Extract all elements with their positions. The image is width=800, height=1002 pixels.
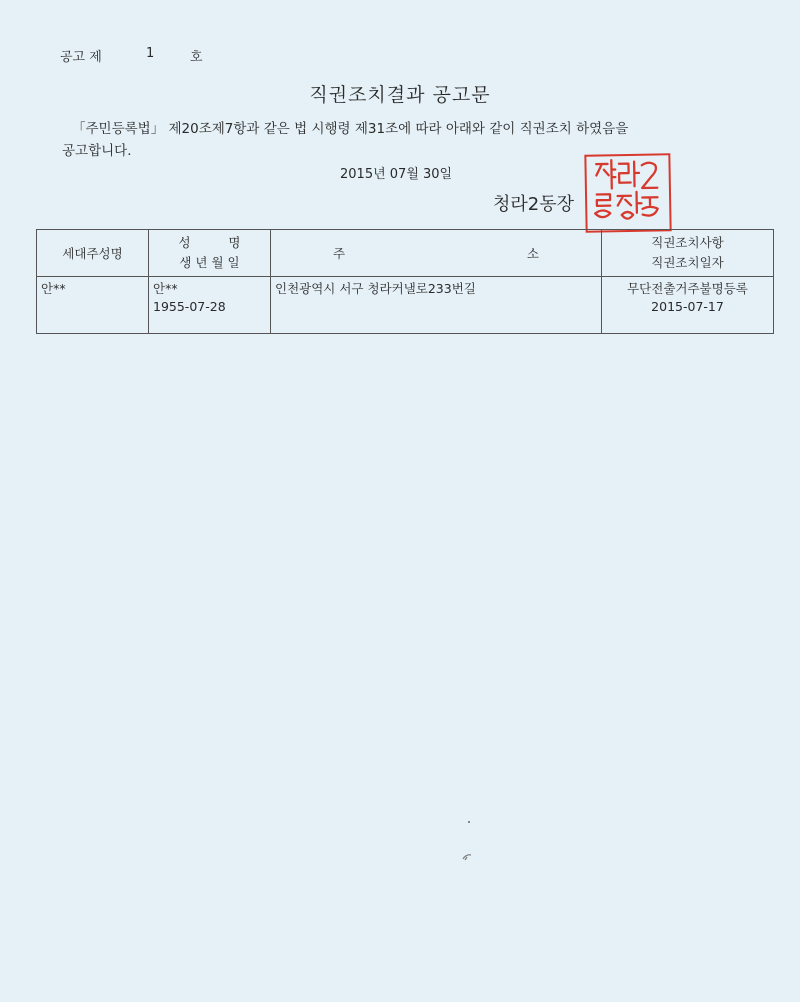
- signer-title: 청라2동장: [493, 194, 575, 215]
- header-householder-label: 세대주성명: [62, 246, 123, 261]
- notice-suffix: 호: [190, 50, 203, 65]
- cell-householder: [37, 277, 149, 334]
- result-table: [36, 229, 774, 334]
- header-address-b: 소: [526, 246, 539, 261]
- header-name-b: 명: [228, 235, 241, 250]
- householder-value: 안**: [41, 281, 66, 296]
- official-seal-image: [586, 155, 669, 230]
- official-seal: [584, 153, 671, 232]
- notice-prefix: 공고 제: [60, 50, 102, 65]
- paper-speck: [468, 821, 470, 823]
- body-line-2: 공고합니다.: [62, 143, 132, 159]
- header-address: [271, 230, 602, 277]
- table-row: [37, 277, 774, 334]
- header-action: [602, 230, 774, 277]
- action-date-value: 2015-07-17: [651, 299, 724, 314]
- table-header-row: [37, 230, 774, 277]
- cell-name-birth: [149, 277, 271, 334]
- body-line-1: 「주민등록법」 제20조제7항과 같은 법 시행령 제31조에 따라 아래와 같이 직권조치 하였음을: [72, 121, 629, 137]
- header-householder: [37, 230, 149, 277]
- action-value: 무단전출거주불명등록: [627, 281, 748, 296]
- address-value: 인천광역시 서구 청라커낼로233번길: [275, 281, 476, 296]
- header-name-birth: [149, 230, 271, 277]
- paper-smudge: [462, 853, 472, 861]
- name-value: 안**: [153, 281, 178, 296]
- header-action-label: 직권조치사항: [651, 235, 724, 250]
- header-action-date-label: 직권조치일자: [651, 255, 724, 270]
- document-title: 직권조치결과 공고문: [309, 84, 491, 106]
- header-birth-label: 생 년 월 일: [179, 255, 240, 270]
- cell-action: [602, 277, 774, 334]
- header-name-a: 성: [178, 235, 191, 250]
- notice-number-value: 1: [146, 46, 155, 61]
- birth-value: 1955-07-28: [153, 299, 226, 314]
- header-address-a: 주: [333, 246, 346, 261]
- issue-date: 2015년 07월 30일: [340, 167, 453, 182]
- cell-address: [271, 277, 602, 334]
